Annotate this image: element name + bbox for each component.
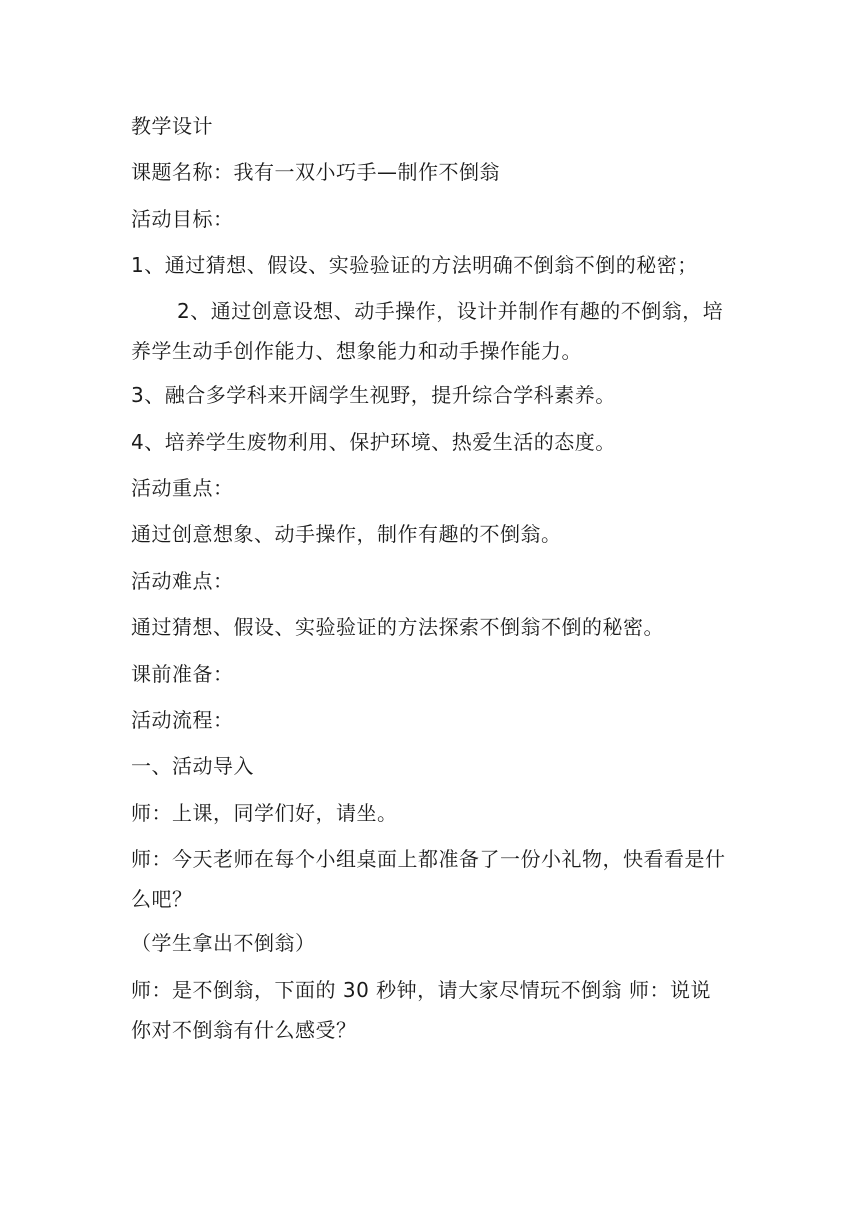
process-heading: 活动流程： — [131, 708, 234, 733]
difficulties-heading: 活动难点： — [131, 568, 234, 593]
course-name: 课题名称：我有一双小巧手—制作不倒翁 — [131, 160, 500, 185]
stage-direction: （学生拿出不倒翁） — [131, 931, 316, 956]
objective-1: 1、通过猜想、假设、实验验证的方法明确不倒翁不倒的秘密； — [131, 253, 698, 278]
dialogue-3: 师：是不倒翁，下面的 30 秒钟，请大家尽情玩不倒翁 师：说说你对不倒翁有什么感受？ — [131, 977, 712, 1042]
dialogue-2: 师：今天老师在每个小组桌面上都准备了一份小礼物，快看看是什么吧？ — [131, 847, 726, 912]
objective-4: 4、培养学生废物利用、保护环境、热爱生活的态度。 — [131, 429, 616, 454]
objectives-heading: 活动目标： — [131, 206, 234, 231]
section-heading-1: 一、活动导入 — [131, 754, 254, 779]
difficulties-text: 通过猜想、假设、实验验证的方法探索不倒翁不倒的秘密。 — [131, 615, 664, 640]
document-title: 教学设计 — [131, 114, 213, 138]
preparation-heading: 课前准备： — [131, 661, 234, 686]
document-body — [131, 108, 731, 1050]
key-points-heading: 活动重点： — [131, 476, 234, 501]
objective-3: 3、融合多学科来开阔学生视野，提升综合学科素养。 — [131, 383, 616, 408]
dialogue-1: 师：上课，同学们好，请坐。 — [131, 800, 398, 825]
key-points-text: 通过创意想象、动手操作，制作有趣的不倒翁。 — [131, 522, 562, 547]
objective-2: 2、通过创意设想、动手操作，设计并制作有趣的不倒翁，培养学生动手创作能力、想象能力和动手操作能力。 — [131, 299, 724, 364]
